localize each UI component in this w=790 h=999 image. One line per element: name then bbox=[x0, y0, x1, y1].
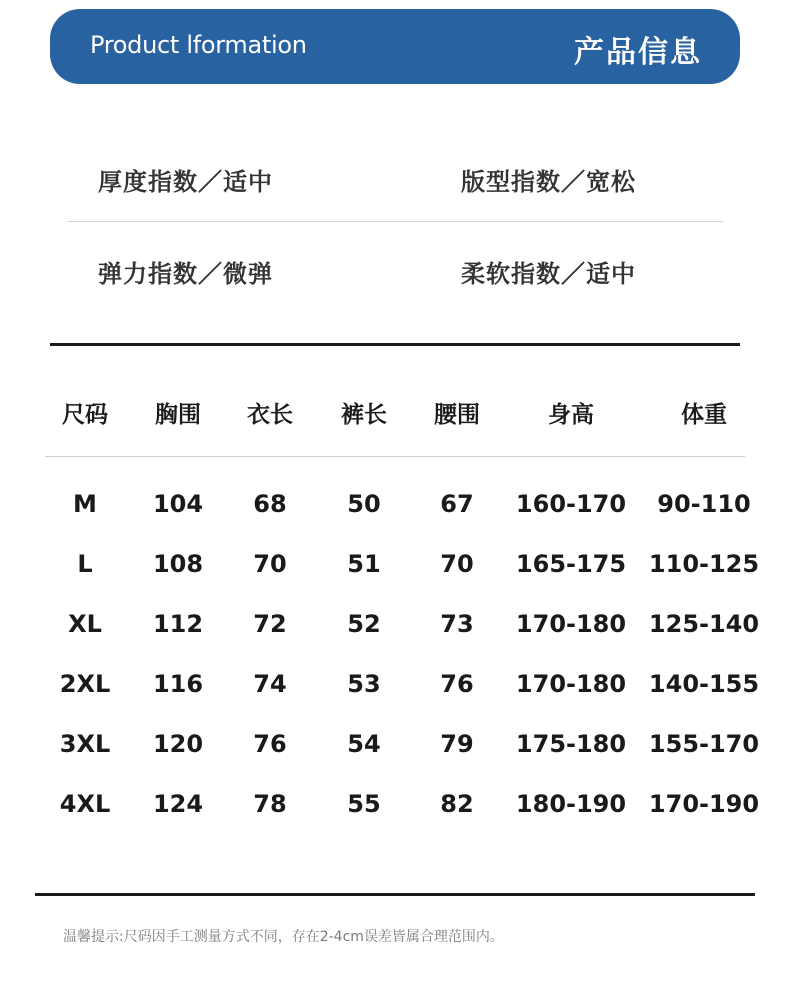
header-chest: 胸围 bbox=[155, 402, 201, 428]
cell-weight: 140-155 bbox=[648, 670, 760, 698]
header-size: 尺码 bbox=[62, 402, 108, 428]
cell-weight: 125-140 bbox=[648, 610, 760, 638]
cell-size: XL bbox=[68, 610, 102, 638]
cell-waist: 67 bbox=[440, 490, 474, 518]
cell-pants-length: 54 bbox=[347, 730, 381, 758]
cell-pants-length: 52 bbox=[347, 610, 381, 638]
header-waist: 腰围 bbox=[434, 402, 480, 428]
cell-waist: 79 bbox=[440, 730, 474, 758]
table-top-rule bbox=[50, 343, 740, 346]
header-weight: 体重 bbox=[681, 402, 727, 428]
cell-height: 170-180 bbox=[515, 670, 627, 698]
measurement-note: 温馨提示:尺码因手工测量方式不同，存在2-4cm误差皆属合理范围内。 bbox=[63, 929, 504, 945]
cell-pants-length: 50 bbox=[347, 490, 381, 518]
table-bottom-rule bbox=[35, 893, 755, 896]
cell-size: L bbox=[77, 550, 93, 578]
cell-pants-length: 53 bbox=[347, 670, 381, 698]
header-height: 身高 bbox=[548, 402, 594, 428]
cell-chest: 124 bbox=[152, 790, 204, 818]
cell-height: 180-190 bbox=[515, 790, 627, 818]
cell-top-length: 76 bbox=[253, 730, 287, 758]
cell-waist: 70 bbox=[440, 550, 474, 578]
cell-weight: 155-170 bbox=[648, 730, 760, 758]
cell-top-length: 72 bbox=[253, 610, 287, 638]
cell-weight: 110-125 bbox=[648, 550, 760, 578]
attribute-elasticity: 弹力指数／微弹 bbox=[98, 260, 273, 288]
attribute-fit: 版型指数／宽松 bbox=[461, 168, 636, 196]
cell-top-length: 68 bbox=[253, 490, 287, 518]
cell-chest: 116 bbox=[152, 670, 204, 698]
attribute-divider bbox=[68, 221, 723, 222]
banner-title-cn: 产品信息 bbox=[574, 35, 702, 70]
cell-pants-length: 55 bbox=[347, 790, 381, 818]
attribute-thickness: 厚度指数／适中 bbox=[98, 168, 273, 196]
banner-title-en: Product lformation bbox=[90, 31, 307, 59]
cell-pants-length: 51 bbox=[347, 550, 381, 578]
header-pants-length: 裤长 bbox=[341, 402, 387, 428]
cell-chest: 104 bbox=[152, 490, 204, 518]
cell-top-length: 78 bbox=[253, 790, 287, 818]
cell-top-length: 74 bbox=[253, 670, 287, 698]
cell-size: 4XL bbox=[59, 790, 111, 818]
cell-waist: 73 bbox=[440, 610, 474, 638]
cell-weight: 170-190 bbox=[648, 790, 760, 818]
attribute-softness: 柔软指数／适中 bbox=[461, 260, 636, 288]
cell-height: 160-170 bbox=[515, 490, 627, 518]
cell-size: M bbox=[73, 490, 97, 518]
product-info-banner bbox=[50, 9, 740, 84]
cell-chest: 120 bbox=[152, 730, 204, 758]
header-top-length: 衣长 bbox=[247, 402, 293, 428]
cell-top-length: 70 bbox=[253, 550, 287, 578]
cell-height: 165-175 bbox=[515, 550, 627, 578]
cell-size: 3XL bbox=[59, 730, 111, 758]
cell-weight: 90-110 bbox=[657, 490, 751, 518]
cell-size: 2XL bbox=[59, 670, 111, 698]
cell-chest: 108 bbox=[152, 550, 204, 578]
cell-waist: 76 bbox=[440, 670, 474, 698]
cell-chest: 112 bbox=[152, 610, 204, 638]
header-divider bbox=[45, 456, 745, 457]
cell-height: 170-180 bbox=[515, 610, 627, 638]
cell-height: 175-180 bbox=[515, 730, 627, 758]
cell-waist: 82 bbox=[440, 790, 474, 818]
